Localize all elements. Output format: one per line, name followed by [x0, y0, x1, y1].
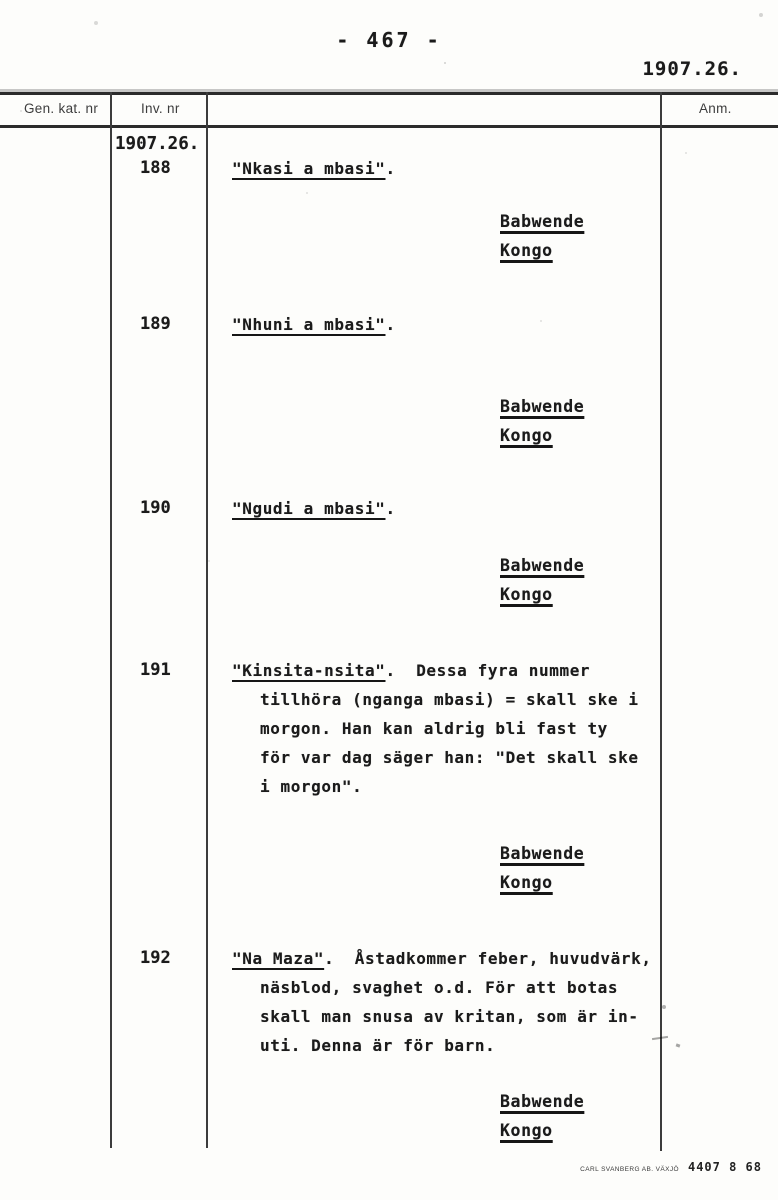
inventory-group-number: 1907.26.: [115, 134, 200, 154]
entry-191-title-line: [232, 656, 639, 685]
scan-stray-mark: [676, 1043, 681, 1047]
entry-188-attribution: [500, 207, 584, 265]
column-divider-gen-kat: [110, 92, 112, 1148]
entry-192-title-line: [232, 944, 652, 973]
entry-192-number: 192: [140, 948, 171, 968]
entry-188-text: [232, 154, 396, 183]
entry-190-text: [232, 494, 396, 523]
entry-189-text: [232, 310, 396, 339]
object-title: "Nkasi a mbasi": [232, 159, 386, 178]
object-title: "Ngudi a mbasi": [232, 499, 386, 518]
region-label: Kongo: [500, 1121, 553, 1140]
entry-192-attribution: [500, 1087, 584, 1145]
document-number: 1907.26.: [642, 58, 742, 80]
column-header-anm: Anm.: [699, 101, 732, 116]
region-label: Kongo: [500, 241, 553, 260]
ethnic-group-label: Babwende: [500, 844, 585, 863]
description-line: uti. Denna är för barn.: [260, 1036, 496, 1055]
description-line: näsblod, svaghet o.d. För att botas: [260, 978, 619, 997]
column-header-gen-kat-nr: Gen. kat. nr: [24, 101, 99, 116]
description-line: tillhöra (nganga mbasi) = skall ske i: [260, 690, 639, 709]
ethnic-group-label: Babwende: [500, 1092, 585, 1111]
printer-name: CARL SVANBERG AB. VÄXJÖ: [580, 1166, 679, 1173]
entry-189-number: 189: [140, 314, 171, 334]
print-code: 4407 8 68: [687, 1160, 762, 1174]
scan-speckles: [0, 0, 2, 2]
title-suffix: . Åstadkommer feber, huvudvärk,: [324, 949, 652, 968]
entry-190-attribution: [500, 551, 584, 609]
object-title: "Na Maza": [232, 949, 325, 968]
entry-189-title-line: [232, 310, 396, 339]
description-line: morgon. Han kan aldrig bli fast ty: [260, 719, 608, 738]
ethnic-group-label: Babwende: [500, 397, 585, 416]
entry-189-attribution: [500, 392, 584, 450]
description-line: skall man snusa av kritan, som är in-: [260, 1007, 639, 1026]
title-suffix: .: [385, 315, 396, 334]
page-number: - 467 -: [336, 28, 442, 52]
object-title: "Nhuni a mbasi": [232, 315, 386, 334]
column-divider-inv-nr: [206, 92, 208, 1148]
entry-188-title-line: [232, 154, 396, 183]
description-line: i morgon".: [260, 777, 363, 796]
entry-190-number: 190: [140, 498, 171, 518]
entry-188-number: 188: [140, 158, 171, 178]
object-title: "Kinsita-nsita": [232, 661, 386, 680]
entry-191-number: 191: [140, 660, 171, 680]
region-label: Kongo: [500, 873, 553, 892]
printer-imprint: [580, 1160, 762, 1174]
description-line: för var dag säger han: "Det skall ske: [260, 748, 639, 767]
column-header-inv-nr: Inv. nr: [141, 101, 180, 116]
region-label: Kongo: [500, 426, 553, 445]
entry-190-title-line: [232, 494, 396, 523]
ethnic-group-label: Babwende: [500, 212, 585, 231]
region-label: Kongo: [500, 585, 553, 604]
title-suffix: .: [385, 499, 396, 518]
entry-191-attribution: [500, 839, 584, 897]
entry-191-text: [232, 656, 639, 801]
title-suffix: . Dessa fyra nummer: [385, 661, 591, 680]
column-divider-anm: [660, 92, 662, 1151]
ethnic-group-label: Babwende: [500, 556, 585, 575]
entry-192-text: [232, 944, 652, 1060]
title-suffix: .: [385, 159, 396, 178]
